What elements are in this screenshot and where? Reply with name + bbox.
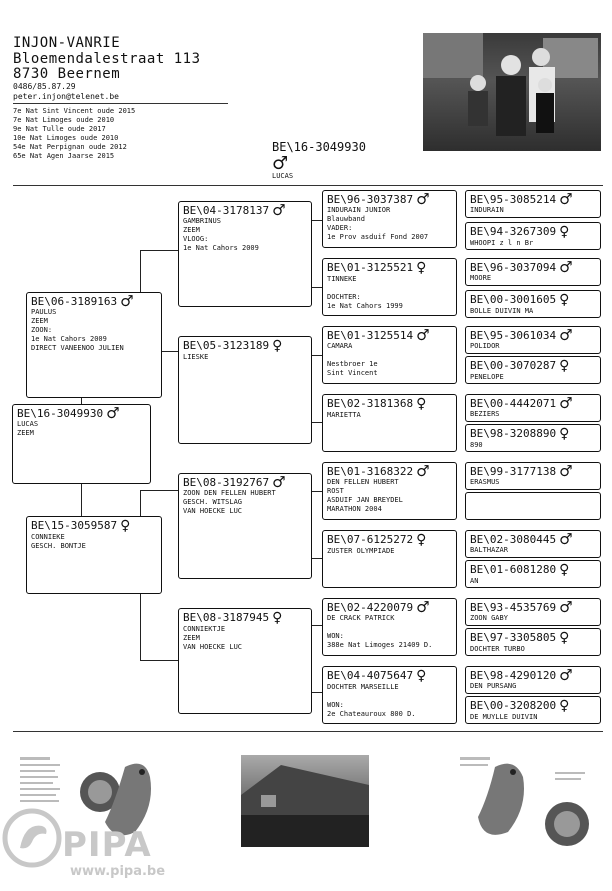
owner-results [13, 107, 135, 161]
female-icon: ♀ [559, 562, 570, 578]
female-icon: ♀ [559, 358, 570, 374]
connector [140, 594, 141, 660]
pedigree-box-gen5[interactable] [465, 326, 601, 354]
ring-number: BE\99-3177138 [470, 465, 557, 478]
female-icon: ♀ [120, 518, 131, 534]
female-icon: ♀ [559, 426, 570, 442]
bird-info: LUCAS ZEEM [17, 420, 39, 437]
bird-info: GAMBRINUS ZEEM VLOOG: 1e Nat Cahors 2009 [183, 217, 259, 252]
pedigree-box-dam-dam[interactable] [178, 608, 312, 714]
female-icon: ♀ [272, 338, 283, 354]
bird-info: CONNIEKE GESCH. BONTJE [31, 533, 86, 550]
loft-photo [241, 755, 369, 847]
male-icon: ♂ [416, 190, 430, 208]
divider-top [13, 185, 603, 186]
pedigree-box-gen5[interactable] [465, 222, 601, 250]
connector [140, 490, 141, 518]
bird-info: INDURAIN [470, 206, 504, 214]
connector [311, 287, 322, 288]
bird-info: ERASMUS [470, 478, 500, 486]
ring-number: BE\01-3125521 [327, 261, 414, 274]
pedigree-box-gen5[interactable] [465, 530, 601, 558]
ring-number: BE\01-3168322 [327, 465, 414, 478]
ring-number: BE\93-4535769 [470, 601, 557, 614]
result-line: 7e Nat Limoges oude 2010 [13, 116, 115, 124]
watermark-brand: PIPA [62, 825, 152, 865]
divider-bottom [13, 731, 603, 732]
male-icon: ♂ [559, 598, 573, 616]
ring-number: BE\97-3305805 [470, 631, 557, 644]
bird-info: INDURAIN JUNIOR Blauwband VADER: 1e Prov asduif Fond 2007 [327, 206, 429, 241]
male-icon: ♂ [272, 201, 286, 219]
connector [140, 250, 178, 251]
pipa-logo-icon [2, 808, 62, 868]
bird-info: 890 [470, 441, 483, 449]
bird-info: AN [470, 577, 479, 585]
female-icon: ♀ [559, 630, 570, 646]
pedigree-box-gen4[interactable] [322, 394, 457, 452]
pedigree-box-gen5[interactable] [465, 424, 601, 452]
connector [311, 355, 322, 356]
ring-number: BE\06-3189163 [31, 295, 118, 308]
pedigree-box-gen5[interactable] [465, 290, 601, 318]
male-icon: ♂ [559, 462, 573, 480]
bird-info: LIESKE [183, 353, 209, 361]
female-icon: ♀ [416, 532, 427, 548]
ring-number: BE\98-3208890 [470, 427, 557, 440]
result-line: 65e Nat Agen Jaarse 2015 [13, 152, 115, 160]
owner-email: peter.injon@telenet.be [13, 92, 119, 101]
ring-number: BE\01-6081280 [470, 563, 557, 576]
male-icon: ♂ [416, 326, 430, 344]
male-icon: ♂ [559, 258, 573, 276]
male-icon: ♂ [106, 404, 120, 422]
subject-header-ring [272, 140, 366, 154]
result-line: 7e Nat Sint Vincent oude 2015 [13, 107, 136, 115]
connector [140, 250, 141, 295]
result-line: 10e Nat Limoges oude 2010 [13, 134, 119, 142]
bird-info: DOCHTER TURBO [470, 645, 525, 653]
pedigree-box-gen5[interactable] [465, 190, 601, 218]
ring-number: BE\15-3059587 [31, 519, 118, 532]
female-icon: ♀ [272, 610, 283, 626]
owner-name: INJON-VANRIE [13, 35, 121, 51]
male-icon: ♂ [559, 326, 573, 344]
pedigree-box-gen4[interactable] [322, 530, 457, 588]
bird-info: MARIETTA [327, 411, 361, 419]
connector [140, 660, 178, 661]
ring-number: BE\96-3037094 [470, 261, 557, 274]
female-icon: ♀ [559, 224, 570, 240]
watermark-url: www.pipa.be [70, 864, 166, 879]
pedigree-box-gen4[interactable] [322, 462, 457, 520]
female-icon: ♀ [559, 698, 570, 714]
subject-ring: BE\16-3049930 [272, 140, 366, 154]
ring-number: BE\00-4442071 [470, 397, 557, 410]
ring-number: BE\96-3037387 [327, 193, 414, 206]
pedigree-box-gen4[interactable] [322, 190, 457, 248]
bird-info: TINNEKE DOCHTER: 1e Nat Cahors 1999 [327, 275, 403, 310]
male-icon: ♂ [559, 530, 573, 548]
pedigree-box-gen5[interactable] [465, 666, 601, 694]
bird-info: DE MUYLLE DUIVIN [470, 713, 538, 721]
pedigree-box-dam-sire[interactable] [178, 473, 312, 579]
ring-number: BE\02-3181368 [327, 397, 414, 410]
ring-number: BE\01-3125514 [327, 329, 414, 342]
male-icon: ♂ [416, 598, 430, 616]
pedigree-box-gen5[interactable] [465, 394, 601, 422]
pedigree-box-gen4[interactable] [322, 666, 457, 724]
bird-info: DEN FELLEN HUBERT ROST ASDUIF JAN BREYDEL MARATHON 2004 [327, 478, 403, 513]
ring-number: BE\94-3267309 [470, 225, 557, 238]
female-icon: ♀ [559, 292, 570, 308]
bird-info: DOCHTER MARSEILLE WON: 2e Chateauroux 800 D. [327, 683, 416, 718]
bird-info: CONNIEKTJE ZEEM VAN HOECKE LUC [183, 625, 243, 651]
bird-info: CAMARA Nestbroer 1e Sint Vincent [327, 342, 378, 377]
pedigree-box-gen5[interactable] [465, 696, 601, 724]
ring-number: BE\16-3049930 [17, 407, 104, 420]
pigeon-card-image-right [455, 752, 603, 852]
subject-name: LUCAS [272, 172, 294, 180]
bird-info: WHOOPI z l n Br [470, 239, 534, 247]
male-icon: ♂ [272, 153, 289, 174]
male-icon: ♂ [559, 394, 573, 412]
owner-city: 8730 Beernem [13, 66, 121, 82]
bird-info: DEN PURSANG [470, 682, 517, 690]
pedigree-box-gen5[interactable] [465, 560, 601, 588]
male-icon: ♂ [559, 190, 573, 208]
pedigree-box-dam[interactable] [26, 516, 162, 594]
ring-number: BE\02-3080445 [470, 533, 557, 546]
pedigree-box-gen5[interactable] [465, 258, 601, 286]
female-icon: ♀ [416, 396, 427, 412]
ring-number: BE\95-3061034 [470, 329, 557, 342]
pedigree-box-gen5[interactable] [465, 628, 601, 656]
connector [311, 491, 322, 492]
pedigree-box-sire-dam[interactable] [178, 336, 312, 444]
female-icon: ♀ [416, 260, 427, 276]
connector [311, 220, 322, 221]
connector [140, 490, 178, 491]
result-line: 9e Nat Tulle oude 2017 [13, 125, 106, 133]
bird-info: DE CRACK PATRICK WON: 388e Nat Limoges 21409 D. [327, 614, 433, 649]
male-icon: ♂ [559, 666, 573, 684]
ring-number: BE\95-3085214 [470, 193, 557, 206]
ring-number: BE\04-4075647 [327, 669, 414, 682]
pedigree-box-gen4[interactable] [322, 598, 457, 656]
ring-number: BE\08-3187945 [183, 611, 270, 624]
pedigree-box-gen5[interactable] [465, 462, 601, 490]
pedigree-box-sire[interactable] [26, 292, 162, 398]
owner-family-photo [423, 33, 601, 151]
bird-info: ZOON DEN FELLEN HUBERT GESCH. WITSLAG VAN HOECKE LUC [183, 489, 276, 515]
ring-number: BE\00-3001605 [470, 293, 557, 306]
bird-info: ZOON GABY [470, 614, 508, 622]
owner-phone: 0486/85.87.29 [13, 82, 76, 91]
connector [311, 692, 322, 693]
result-line: 54e Nat Perpignan oude 2012 [13, 143, 127, 151]
bird-info: PAULUS ZEEM ZOON: 1e Nat Cahors 2009 DIRECT VANEENOO JULIEN [31, 308, 124, 352]
male-icon: ♂ [272, 473, 286, 491]
ring-number: BE\02-4220079 [327, 601, 414, 614]
ring-number: BE\00-3070287 [470, 359, 557, 372]
connector [311, 422, 322, 423]
pedigree-box-gen5[interactable] [465, 356, 601, 384]
bird-info: ZUSTER OLYMPIADE [327, 547, 395, 555]
male-icon: ♂ [416, 462, 430, 480]
pedigree-box-gen5[interactable] [465, 598, 601, 626]
connector [81, 484, 82, 516]
ring-number: BE\04-3178137 [183, 204, 270, 217]
bird-info: BEZIERS [470, 410, 500, 418]
pedigree-box-gen4[interactable] [322, 326, 457, 384]
pedigree-box-subject[interactable] [12, 404, 151, 484]
ring-number: BE\07-6125272 [327, 533, 414, 546]
ring-number: BE\00-3208200 [470, 699, 557, 712]
owner-street: Bloemendalestraat 113 [13, 51, 201, 67]
pedigree-box-sire-sire[interactable] [178, 201, 312, 307]
ring-number: BE\08-3192767 [183, 476, 270, 489]
connector [311, 558, 322, 559]
connector [311, 625, 322, 626]
ring-number: BE\98-4290120 [470, 669, 557, 682]
ring-number: BE\05-3123189 [183, 339, 270, 352]
header-underline [13, 103, 228, 104]
male-icon: ♂ [120, 292, 134, 310]
pedigree-box-gen5-empty[interactable] [465, 492, 601, 520]
bird-info: BOLLE DUIVIN MA [470, 307, 534, 315]
pedigree-box-gen4[interactable] [322, 258, 457, 316]
bird-info: PENELOPE [470, 373, 504, 381]
bird-info: MOORE [470, 274, 492, 282]
bird-info: BALTHAZAR [470, 546, 508, 554]
bird-info: POLIDOR [470, 342, 500, 350]
female-icon: ♀ [416, 668, 427, 684]
